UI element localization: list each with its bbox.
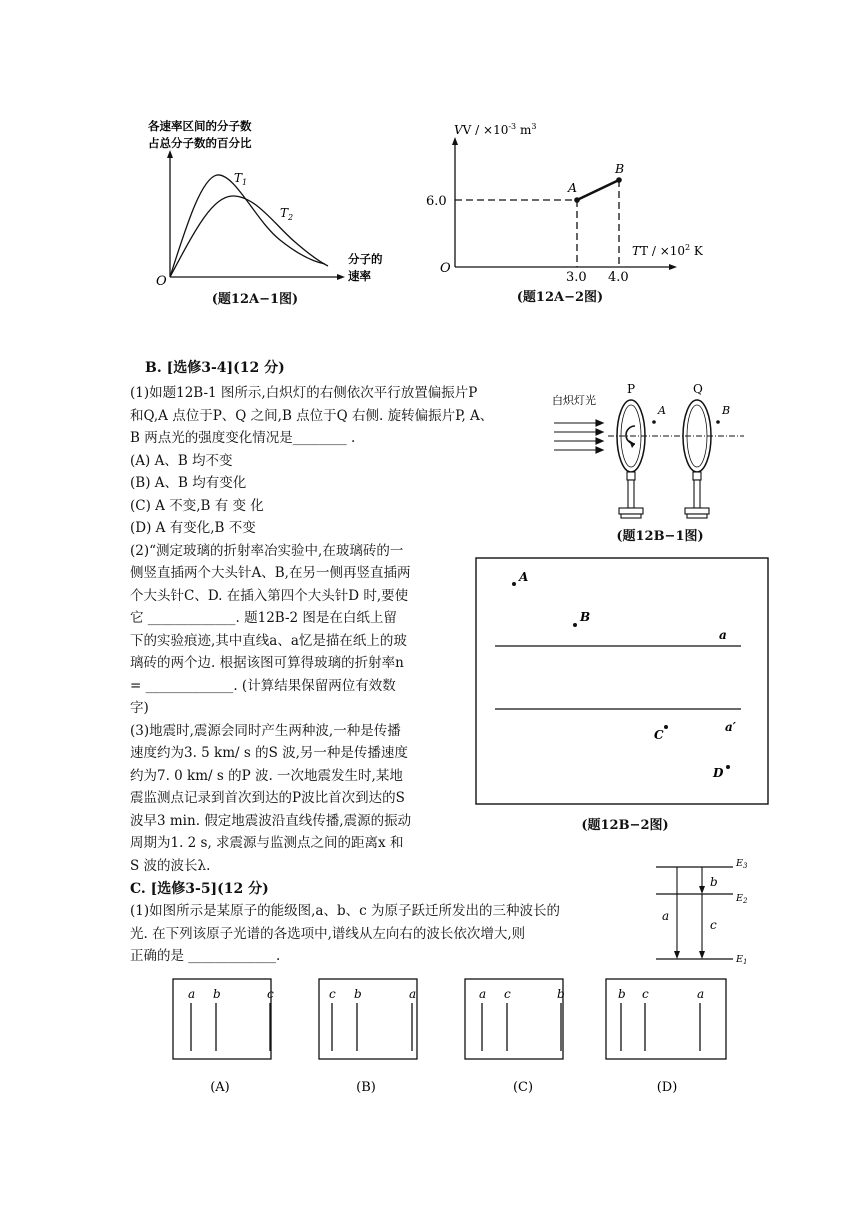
section-b-line: = _____________. (计算结果保留两位有效数 xyxy=(130,677,396,694)
fig12a1-xlabel-1: 分子的 xyxy=(348,252,383,266)
figure-12a1 xyxy=(140,110,400,310)
line-label: b xyxy=(618,987,626,1001)
option-d: (D) A 有变化,B 不变 xyxy=(130,520,256,536)
spectrum-option-a xyxy=(173,979,274,1095)
figure-12b1 xyxy=(548,378,748,548)
spectrum-option-d xyxy=(606,979,726,1095)
line-label: c xyxy=(642,987,649,1001)
fig12a1-y-arrow xyxy=(167,150,173,158)
energy-level-diagram xyxy=(650,852,760,970)
fig12a1-origin: O xyxy=(156,274,167,289)
fig12a2-point-a xyxy=(574,197,580,203)
label-b: b xyxy=(710,875,718,889)
paper-frame xyxy=(476,558,768,804)
pin-c-label: C xyxy=(654,728,664,742)
spectrum-caption: (A) xyxy=(210,1080,230,1095)
option-b: (B) A、B 均有变化 xyxy=(130,475,247,491)
spectrum-caption: (B) xyxy=(356,1080,376,1095)
fig12a2-segment-ab xyxy=(577,180,619,200)
transition-c-arrowhead xyxy=(699,951,705,959)
fig12a2-label-a: A xyxy=(568,180,578,195)
section-c-line: 光. 在下列该原子光谱的各选项中,谱线从左向右的波长依次增大,则 xyxy=(130,925,526,942)
section-b-line: B 两点光的强度变化情况是________ . xyxy=(130,430,356,446)
section-b-line: (3)地震时,震源会同时产生两种波,一种是传播 xyxy=(130,722,401,739)
transition-b-arrowhead xyxy=(699,886,705,894)
label-e2: $E_2$ xyxy=(736,893,748,905)
edge-a-label: a xyxy=(719,628,727,642)
section-b-line: 波早3 min. 假定地震波沿直线传播,震源的振动 xyxy=(130,812,412,829)
section-b-line: 个大头针C、D. 在插入第四个大头针D 时,要使 xyxy=(130,587,409,604)
polarizer-q-label: Q xyxy=(693,382,703,396)
fig12a2-label-b: B xyxy=(615,161,625,176)
line-label: b xyxy=(557,987,565,1001)
spectrum-option-c xyxy=(465,979,565,1095)
point-b-dot xyxy=(716,420,720,424)
section-b-line: 它 _____________. 题12B-2 图是在白纸上留 xyxy=(130,610,397,626)
figure-12b2 xyxy=(475,557,770,807)
label-a: a xyxy=(662,909,670,923)
spectrum-options xyxy=(172,978,728,1096)
label-e1: $E_1$ xyxy=(736,954,748,966)
fig12a2-caption: (题12A−2图) xyxy=(516,290,604,305)
section-b-line: 字) xyxy=(130,700,149,716)
fig12a2-x-arrow xyxy=(669,264,677,270)
transition-a-arrowhead xyxy=(674,951,680,959)
section-b-line: 震监测点记录到首次到达的P波比首次到达的S xyxy=(130,790,405,806)
curve-t1 xyxy=(170,175,325,277)
section-b-line: 璃砖的两个边. 根据该图可算得玻璃的折射率n xyxy=(130,655,404,671)
option-a: (A) A、B 均不变 xyxy=(130,452,233,469)
label-e3: $E_3$ xyxy=(736,858,748,870)
stand-q xyxy=(685,472,709,518)
pin-a-label: A xyxy=(519,570,529,584)
figure-12a2 xyxy=(420,115,703,285)
fig12a1-t1-label: $T_1$ xyxy=(234,171,248,187)
pin-d xyxy=(726,765,730,769)
fig12a2-xtick-2: 4.0 xyxy=(608,270,629,285)
lamp-label: 白炽灯光 xyxy=(552,394,596,407)
spectrum-option-b xyxy=(319,979,417,1095)
section-c-line: 正确的是 _____________. xyxy=(130,948,281,964)
section-b-line: 和Q,A 点位于P、Q 之间,B 点位于Q 右侧. 旋转偏振片P, A、 xyxy=(130,407,494,424)
fig12b2-caption: (题12B−2图) xyxy=(581,818,669,833)
fig12b1-caption: (题12B−1图) xyxy=(616,529,704,544)
pin-b-label: B xyxy=(580,610,591,624)
line-label: c xyxy=(267,987,274,1001)
fig12a2-xlabel: TT / $\times 10^2$ K xyxy=(632,243,703,258)
fig12a2-xtick-1: 3.0 xyxy=(566,270,587,285)
fig12a1-t2-label: $T_2$ xyxy=(280,206,294,222)
fig12a1-xlabel-2: 速率 xyxy=(348,269,371,283)
pin-d-label: D xyxy=(713,766,724,780)
section-c-line: (1)如图所示是某原子的能级图,a、b、c 为原子跃迁所发出的三种波长的 xyxy=(130,903,560,919)
section-b-body xyxy=(130,382,493,877)
edge-a-prime-label: a′ xyxy=(725,720,736,734)
option-c: (C) A 不变,B 有 变 化 xyxy=(130,497,264,514)
spectrum-caption: (D) xyxy=(656,1080,678,1095)
fig12a1-caption: (题12A−1图) xyxy=(211,292,299,307)
point-a-dot xyxy=(652,420,656,424)
fig12a1-ylabel-1: 各速率区间的分子数 xyxy=(148,119,252,133)
fig12a2-ytick: 6.0 xyxy=(426,194,447,209)
pin-a xyxy=(512,582,516,586)
section-b-line: 下的实验痕迹,其中直线a、a忆是描在纸上的玻 xyxy=(130,632,407,649)
section-b-line: (1)如题12B-1 图所示,白炽灯的右侧依次平行放置偏振片P xyxy=(130,385,478,401)
fig12a2-origin: O xyxy=(440,261,451,276)
section-b-line: 周期为1. 2 s, 求震源与监测点之间的距离x 和 xyxy=(130,835,404,851)
fig12a2-ylabel: VV / $\times 10^{-3}$ $m^3$ xyxy=(454,122,537,137)
line-label: b xyxy=(213,987,221,1001)
line-label: a xyxy=(479,987,487,1001)
section-b-line: (2)“测定玻璃的折射率冶实验中,在玻璃砖的一 xyxy=(130,542,404,559)
section-b-line: 速度约为3. 5 km/ s 的S 波,另一种是传播速度 xyxy=(130,745,408,761)
spectrum-caption: (C) xyxy=(512,1080,534,1095)
section-b-line: 侧竖直插两个大头针A、B,在另一侧再竖直插两 xyxy=(130,565,411,581)
pin-c xyxy=(664,725,668,729)
line-label: c xyxy=(329,987,336,1001)
section-c-body xyxy=(130,900,560,968)
section-b-header: B. [选修3-4](12 分) xyxy=(145,360,285,376)
fig12a1-x-arrow xyxy=(337,274,345,280)
point-b-label: B xyxy=(722,404,731,417)
line-label: a xyxy=(697,987,705,1001)
stand-p xyxy=(619,472,643,518)
section-b-line: S 波的波长λ. xyxy=(130,857,211,874)
line-label: a xyxy=(409,987,417,1001)
fig12a2-y-arrow xyxy=(452,137,458,145)
fig12a2-point-b xyxy=(616,177,622,183)
section-b-line: 约为7. 0 km/ s 的P 波. 一次地震发生时,某地 xyxy=(130,767,403,784)
section-c-header: C. [选修3-5](12 分) xyxy=(130,881,269,897)
line-label: c xyxy=(504,987,511,1001)
pin-b xyxy=(573,623,577,627)
label-c: c xyxy=(710,918,717,932)
line-label: b xyxy=(354,987,362,1001)
line-label: a xyxy=(188,987,196,1001)
point-a-label: A xyxy=(658,404,666,417)
light-rays xyxy=(554,420,603,453)
polarizer-p-label: P xyxy=(627,382,636,396)
fig12a1-ylabel-2: 占总分子数的百分比 xyxy=(148,136,252,150)
